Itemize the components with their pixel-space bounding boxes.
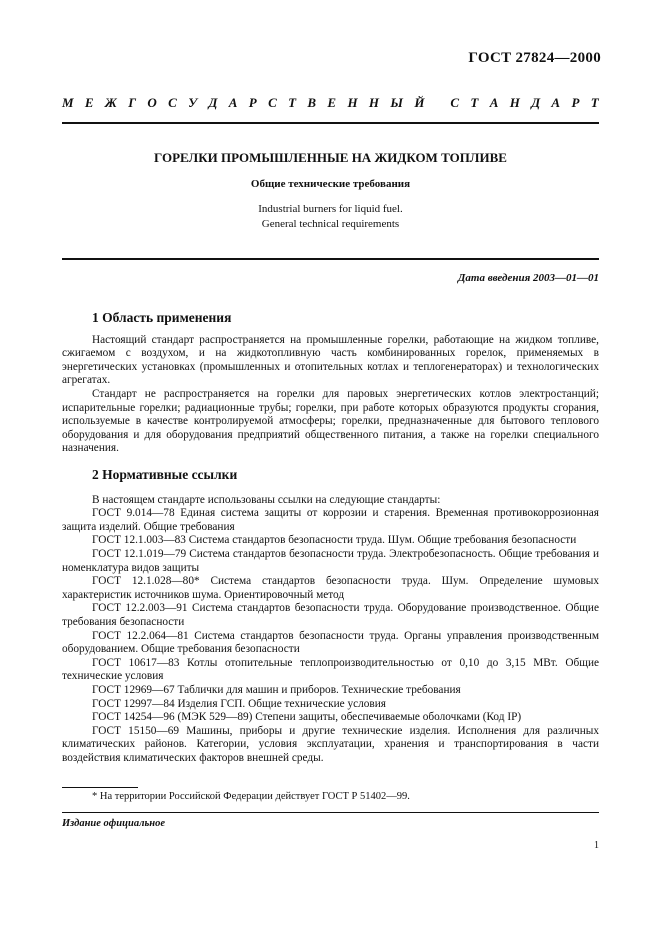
reference-item: ГОСТ 12997—84 Изделия ГСП. Общие технические условия [92,697,386,710]
interstate-letter: Е [327,95,337,110]
english-title-line-1: Industrial burners for liquid fuel. [258,203,403,215]
paragraph: Настоящий стандарт распространяется на промышленные горелки, работающие на жидком топливе, сжигаемом с воздухом, и на жидкотопливную часть комбинированных горелок, применяемых в энергетических установках (промышленных и отопительных котлах и теплогенераторах) и технологических агрегатах. [62,333,599,387]
english-title-line-2: General technical requirements [261,218,400,230]
reference-item: ГОСТ 12.1.019—79 Система стандартов безопасности труда. Электробезопасность. Общие требования и номенклатура видов защиты [62,547,599,574]
section-scope [62,311,599,456]
interstate-letter: Н [347,95,358,110]
reference-item: ГОСТ 12.1.028—80* Система стандартов безопасности труда. Шум. Определение шумовых характеристик источников шума. Ориентировочный метод [62,575,599,601]
interstate-letter: Т [288,95,297,110]
english-title [62,202,599,232]
interstate-letter: А [551,95,561,110]
section-heading: 1 Область применения [92,310,232,325]
interstate-letter: С [168,95,177,110]
interstate-letter: А [489,95,499,110]
title-block [62,150,599,232]
interstate-letter: Т [590,95,599,110]
reference-item: ГОСТ 12.1.003—83 Система стандартов безопасности труда. Шум. Общие требования безопасности [92,534,577,547]
interstate-letter: А [228,95,238,110]
reference-item: ГОСТ 12.2.003—91 Система стандартов безопасности труда. Оборудование производственное. Общие требования безопасности [62,602,599,628]
gost-code: ГОСТ 27824—2000 [468,50,601,66]
paragraph: Стандарт не распространяется на горелки для паровых энергетических котлов электростанций; испарительные горелки; радиационные трубы; горелки, при работе которых образуются продукты сгорания, используемые в качестве контролируемой атмосферы; горелки, предназначенные для бытового теплового оборудования и для оборудования предприятий общественного питания, а также на горелки специального назначения. [62,387,599,455]
interstate-letter: Р [248,95,257,110]
interstate-letter: В [307,95,317,110]
interstate-letter: Е [84,95,94,110]
interstate-letter: Н [368,95,380,110]
section-heading: 2 Нормативные ссылки [92,467,238,482]
section-normative-references [62,468,599,765]
reference-item: ГОСТ 9.014—78 Единая система защиты от коррозии и старения. Временная противокоррозионная защита изделий. Общие требования [62,507,599,533]
reference-item: ГОСТ 12969—67 Таблички для машин и приборов. Технические требования [92,683,461,696]
interstate-letter [436,95,439,111]
interstate-standard-banner [62,95,599,111]
reference-item: ГОСТ 12.2.064—81 Система стандартов безопасности труда. Органы управления производственным оборудованием. Общие требования безопасности [62,629,599,656]
interstate-letter: С [268,95,277,110]
interstate-letter: У [188,95,198,110]
interstate-letter: Ж [104,95,117,110]
edition-label: Издание официальное [62,818,166,829]
interstate-letter: Д [208,95,218,110]
page-number: 1 [594,840,599,851]
reference-item: ГОСТ 14254—96 (МЭК 529—89) Степени защиты, обеспечиваемые оболочками (Код IP) [92,711,522,724]
interstate-letter: Т [470,95,479,110]
footnote: * На территории Российской Федерации действует ГОСТ Р 51402—99. [92,791,410,802]
edition-rule [62,812,599,813]
interstate-letter: Й [414,95,425,110]
introduction-date: Дата введения 2003—01—01 [457,272,599,284]
middle-rule [62,258,599,260]
main-title: ГОРЕЛКИ ПРОМЫШЛЕННЫЕ НА ЖИДКОМ ТОПЛИВЕ [154,150,507,165]
reference-item: ГОСТ 15150—69 Машины, приборы и другие технические изделия. Исполнения для различных климатических районов. Категории, условия эксплуатации, хранения и транспортирования в части воздействия климатических факторов внешней среды. [62,724,599,764]
interstate-letter: О [147,95,157,110]
footnote-rule [62,787,138,788]
top-rule [62,122,599,124]
interstate-letter: Р [571,95,580,110]
subtitle: Общие технические требования [250,178,411,190]
interstate-letter: Н [509,95,520,110]
interstate-letter: Ы [390,95,403,110]
interstate-letter: С [450,95,460,110]
interstate-letter: Д [531,95,541,110]
paragraph: В настоящем стандарте использованы ссылки на следующие стандарты: [92,493,441,506]
interstate-letter: Г [128,95,137,110]
reference-item: ГОСТ 10617—83 Котлы отопительные теплопроизводительностью от 0,10 до 3,15 МВт. Общие технические условия [62,656,599,683]
interstate-letter: М [62,95,74,110]
